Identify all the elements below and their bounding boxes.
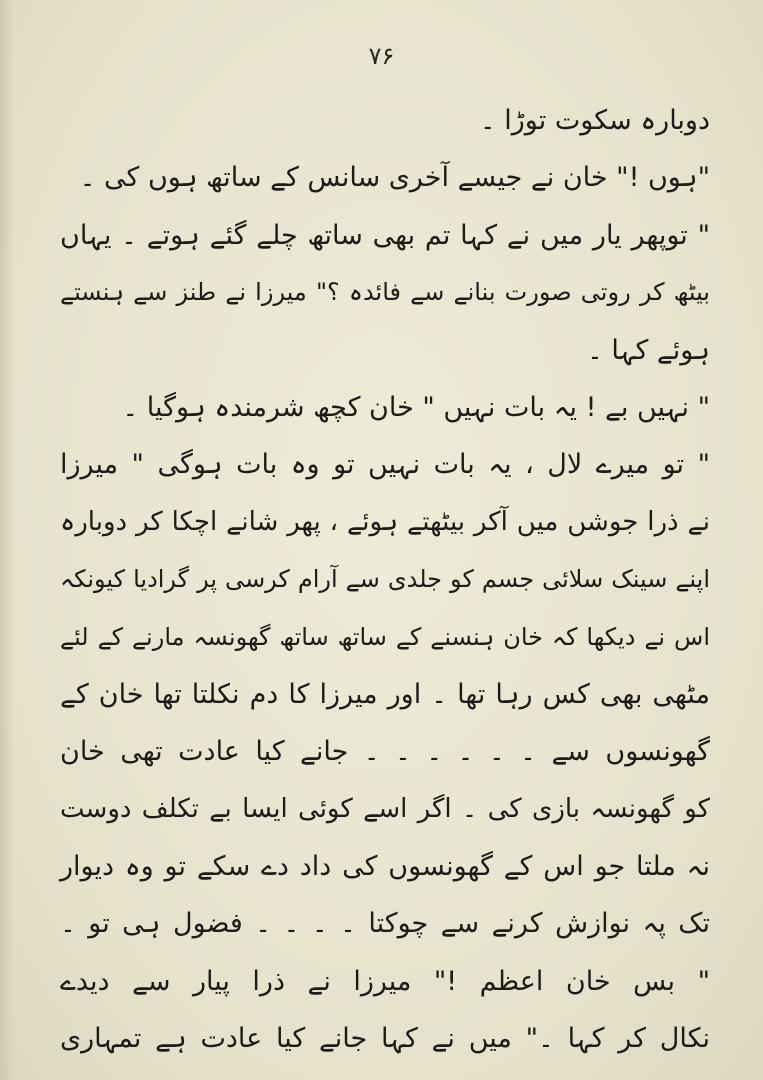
text-line: اس نے دیکھا کہ خان ہنسنے کے ساتھ ساتھ گھونسہ مارنے کے لئے <box>60 622 710 651</box>
text-line: " نہیں بے ! یہ بات نہیں " خان کچھ شرمندہ ہوگیا ۔ <box>122 391 710 423</box>
text-line: ہوئے کہا ۔ <box>587 334 710 366</box>
text-line: مٹھی بھی کس رہا تھا ۔ اور میرزا کا دم نکلتا تھا خان کے <box>60 678 710 710</box>
text-line: بیٹھ کر روتی صورت بنانے سے فائدہ ؟" میرزا نے طنز سے ہنستے <box>60 278 710 307</box>
text-line: " توپھر یار میں نے کہا تم بھی ساتھ چلے گئے ہوتے ۔ یہاں <box>60 219 710 251</box>
page-text <box>60 92 710 1068</box>
text-line: تک پہ نوازش کرنے سے چوکتا ۔ ۔ ۔ ۔ فضول ہی تو ۔ <box>60 908 710 940</box>
page-edge-shadow <box>0 0 14 1080</box>
text-line: نہ ملتا جو اس کے گھونسوں کی داد دے سکے تو وہ دیوار <box>60 851 710 883</box>
text-line: " بس خان اعظم !" میرزا نے ذرا پیار سے دیدے <box>60 965 710 997</box>
text-line: نکال کر کہا ۔" میں نے کہا جانے کیا عادت ہے تمہاری <box>60 1023 710 1055</box>
text-line: نے ذرا جوشں میں آکر بیٹھتے ہوئے ، پھر شانے اچکا کر دوبارہ <box>60 506 710 537</box>
text-line: اپنے سینک سلائی جسم کو جلدی سے آرام کرسی پر گرادیا کیونکہ <box>60 565 710 594</box>
text-line: " تو میرے لال ، یہ بات نہیں تو وہ بات ہوگی " میرزا <box>60 449 710 481</box>
text-line: کو گھونسہ بازی کی ۔ اگر اسے کوئی ایسا بے تکلف دوست <box>60 793 710 824</box>
text-line: "ہوں !" خان نے جیسے آخری سانس کے ساتھ ہوں کی ۔ <box>79 162 710 194</box>
page-number: ۷۶ <box>368 42 395 70</box>
text-line: دوبارہ سکوت توڑا ۔ <box>479 105 710 136</box>
text-line: گھونسوں سے ۔ ۔ ۔ ۔ ۔ ۔ جانے کیا عادت تھی خان <box>60 736 710 768</box>
